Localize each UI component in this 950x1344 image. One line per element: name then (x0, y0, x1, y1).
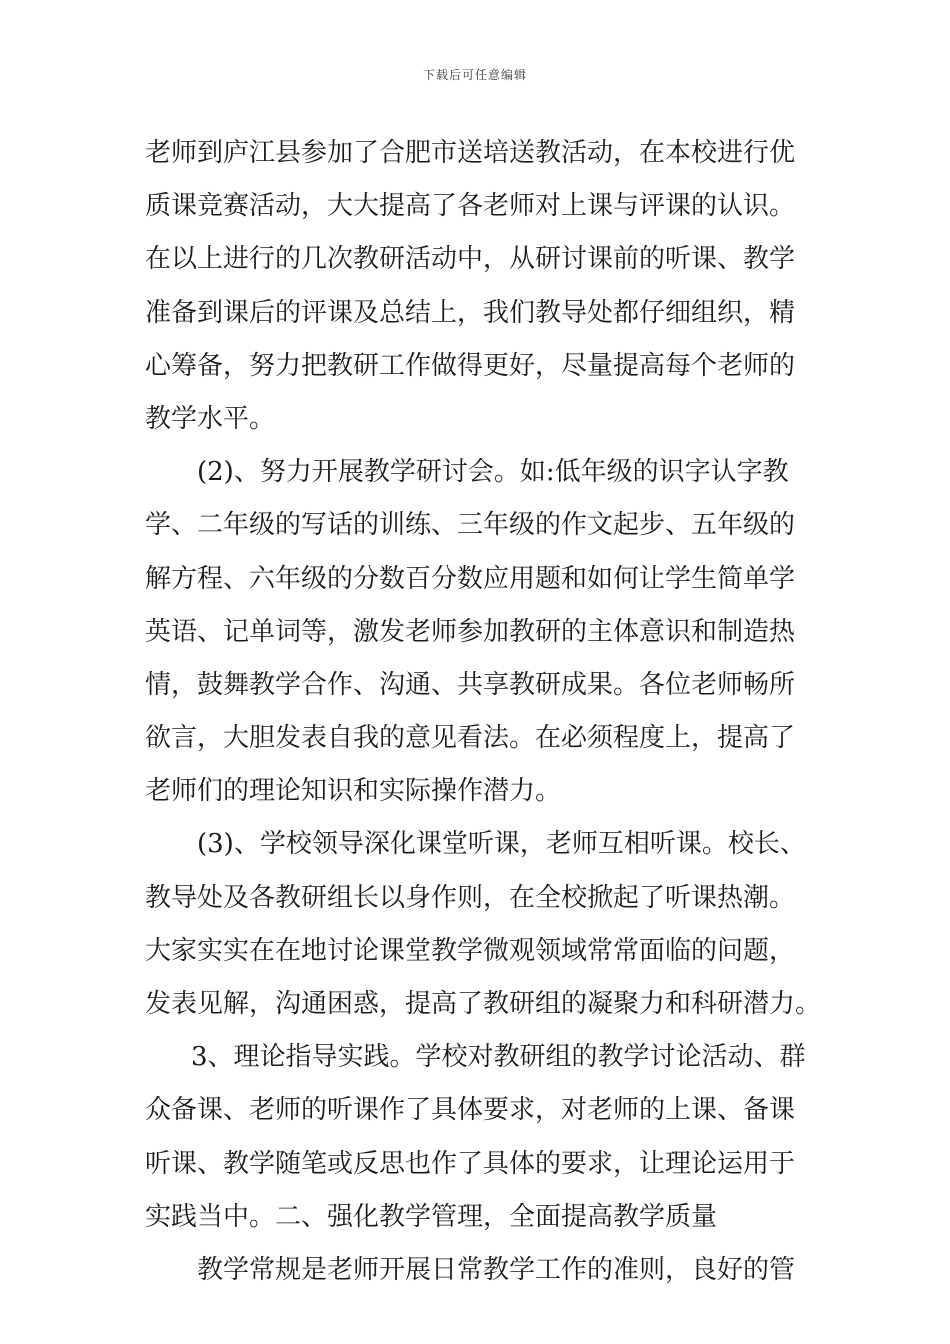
text-line: 大家实实在在地讨论课堂教学微观领域常常面临的问题， (145, 935, 796, 966)
text-line: 准备到课后的评课及总结上，我们教导处都仔细组织，精 (145, 297, 796, 328)
text-line: 听课、教学随笔或反思也作了具体的要求，让理论运用于 (145, 1148, 796, 1179)
paragraph-start-line: (2)、努力开展教学研讨会。如:低年级的识字认字教 (197, 457, 789, 488)
paragraph-start-line: 教学常规是老师开展日常教学工作的准则，良好的管 (197, 1254, 796, 1285)
document-body (145, 127, 822, 1297)
page-header: 下载后可任意编辑 (422, 68, 527, 82)
text-line: 发表见解，沟通困惑，提高了教研组的凝聚力和科研潜力。 (145, 989, 822, 1019)
text-line: 学、二年级的写话的训练、三年级的作文起步、五年级的 (145, 510, 796, 541)
text-line: 情，鼓舞教学合作、沟通、共享教研成果。各位老师畅所 (145, 669, 796, 700)
text-line: 英语、记单词等，激发老师参加教研的主体意识和制造热 (145, 616, 796, 647)
text-line: 在以上进行的几次教研活动中，从研讨课前的听课、教学 (145, 244, 796, 275)
text-line: 老师们的理论知识和实际操作潜力。 (145, 776, 562, 807)
text-line: 教学水平。 (145, 403, 276, 434)
text-line: 心筹备，努力把教研工作做得更好，尽量提高每个老师的 (145, 350, 796, 381)
text-line: 欲言，大胆发表自我的意见看法。在必须程度上，提高了 (145, 723, 796, 754)
text-line: 教导处及各教研组长以身作则，在全校掀起了听课热潮。 (145, 882, 796, 913)
text-line: 解方程、六年级的分数百分数应用题和如何让学生简单学 (145, 563, 796, 594)
text-line: 众备课、老师的听课作了具体要求，对老师的上课、备课 (145, 1095, 796, 1126)
text-line: 老师到庐江县参加了合肥市送培送教活动，在本校进行优 (145, 138, 796, 168)
text-line: 实践当中。二、强化教学管理，全面提高教学质量 (145, 1201, 718, 1232)
paragraph-start-line: (3)、学校领导深化课堂听课，老师互相听课。校长、 (197, 829, 806, 860)
paragraph-start-line: 3、理论指导实践。学校对教研组的教学讨论活动、群 (191, 1042, 806, 1073)
text-line: 质课竞赛活动，大大提高了各老师对上课与评课的认识。 (145, 191, 796, 222)
